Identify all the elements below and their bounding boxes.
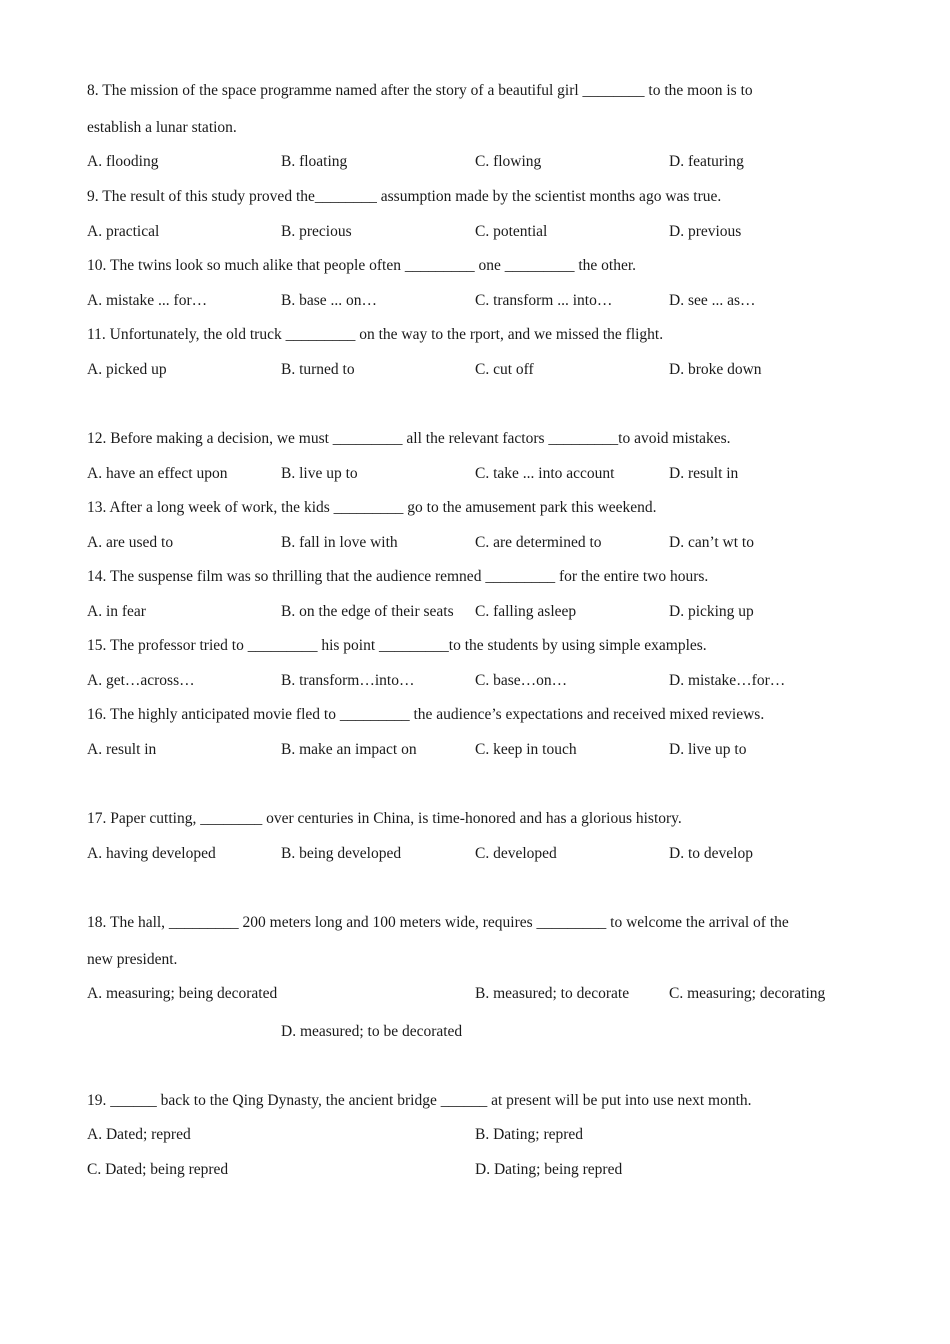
question-15-option-c: C. base…on… [475, 672, 568, 689]
question-15-option-d: D. mistake…for… [669, 672, 786, 689]
question-12-stem: 12. Before making a decision, we must _________ all the relevant factors _________to avoid mistakes. [87, 430, 731, 447]
question-14-option-b: B. on the edge of their seats [281, 603, 454, 620]
question-19-option-a: A. Dated; repred [87, 1126, 191, 1143]
question-12-option-d: D. result in [669, 465, 739, 482]
question-18-stem-line2: new president. [87, 951, 178, 968]
question-13-option-a: A. are used to [87, 534, 174, 551]
question-9-stem: 9. The result of this study proved the________ assumption made by the scientist months ago was true. [87, 188, 722, 205]
question-14-stem: 14. The suspense film was so thrilling that the audience remned _________ for the entire two hours. [87, 568, 709, 585]
question-11-stem: 11. Unfortunately, the old truck _________ on the way to the rport, and we missed the flight. [87, 326, 664, 343]
question-16-option-b: B. make an impact on [281, 741, 417, 758]
question-14-option-c: C. falling asleep [475, 603, 577, 620]
question-18-option-c: C. measuring; decorating [669, 985, 826, 1002]
question-15-option-a: A. get…across… [87, 672, 195, 689]
question-15-stem: 15. The professor tried to _________ his point _________to the students by using simple examples. [87, 637, 707, 654]
question-16-stem: 16. The highly anticipated movie fled to _________ the audience’s expectations and received mixed reviews. [87, 706, 765, 723]
question-18-option-a: A. measuring; being decorated [87, 985, 278, 1002]
question-16-option-a: A. result in [87, 741, 157, 758]
question-11-option-c: C. cut off [475, 361, 534, 378]
question-10-option-c: C. transform ... into… [475, 292, 613, 309]
question-8-option-a: A. flooding [87, 153, 159, 170]
question-9-option-c: C. potential [475, 223, 548, 240]
question-8-option-c: C. flowing [475, 153, 542, 170]
question-14-option-a: A. in fear [87, 603, 146, 620]
question-12-option-b: B. live up to [281, 465, 358, 482]
question-8-option-b: B. floating [281, 153, 348, 170]
question-12-option-c: C. take ... into account [475, 465, 615, 482]
question-13-option-d: D. can’t wt to [669, 534, 754, 551]
question-14-option-d: D. picking up [669, 603, 754, 620]
question-8-stem-line1: 8. The mission of the space programme named after the story of a beautiful girl ________ to the moon is to [87, 82, 753, 99]
question-13-option-c: C. are determined to [475, 534, 602, 551]
question-17-stem: 17. Paper cutting, ________ over centuries in China, is time-honored and has a glorious history. [87, 810, 682, 827]
question-10-stem: 10. The twins look so much alike that people often _________ one _________ the other. [87, 257, 637, 274]
question-17-option-b: B. being developed [281, 845, 402, 862]
question-13-option-b: B. fall in love with [281, 534, 398, 551]
question-9-option-a: A. practical [87, 223, 160, 240]
question-16-option-c: C. keep in touch [475, 741, 577, 758]
question-9-option-b: B. precious [281, 223, 352, 240]
question-9-option-d: D. previous [669, 223, 742, 240]
question-12-option-a: A. have an effect upon [87, 465, 228, 482]
question-17-option-a: A. having developed [87, 845, 216, 862]
question-8-option-d: D. featuring [669, 153, 744, 170]
question-8-stem-line2: establish a lunar station. [87, 119, 237, 136]
question-10-option-d: D. see ... as… [669, 292, 756, 309]
question-19-option-c: C. Dated; being repred [87, 1161, 229, 1178]
question-11-option-b: B. turned to [281, 361, 355, 378]
question-18-option-d: D. measured; to be decorated [281, 1023, 463, 1040]
question-19-stem: 19. ______ back to the Qing Dynasty, the ancient bridge ______ at present will be put into use next month. [87, 1092, 752, 1109]
question-13-stem: 13. After a long week of work, the kids _________ go to the amusement park this weekend. [87, 499, 657, 516]
question-15-option-b: B. transform…into… [281, 672, 415, 689]
question-11-option-d: D. broke down [669, 361, 762, 378]
question-16-option-d: D. live up to [669, 741, 747, 758]
question-11-option-a: A. picked up [87, 361, 167, 378]
question-18-option-b: B. measured; to decorate [475, 985, 630, 1002]
question-18-stem-line1: 18. The hall, _________ 200 meters long and 100 meters wide, requires _________ to welcome the arrival of the [87, 914, 789, 931]
question-17-option-d: D. to develop [669, 845, 753, 862]
question-10-option-b: B. base ... on… [281, 292, 378, 309]
question-10-option-a: A. mistake ... for… [87, 292, 208, 309]
question-17-option-c: C. developed [475, 845, 557, 862]
question-19-option-b: B. Dating; repred [475, 1126, 584, 1143]
question-19-option-d: D. Dating; being repred [475, 1161, 623, 1178]
